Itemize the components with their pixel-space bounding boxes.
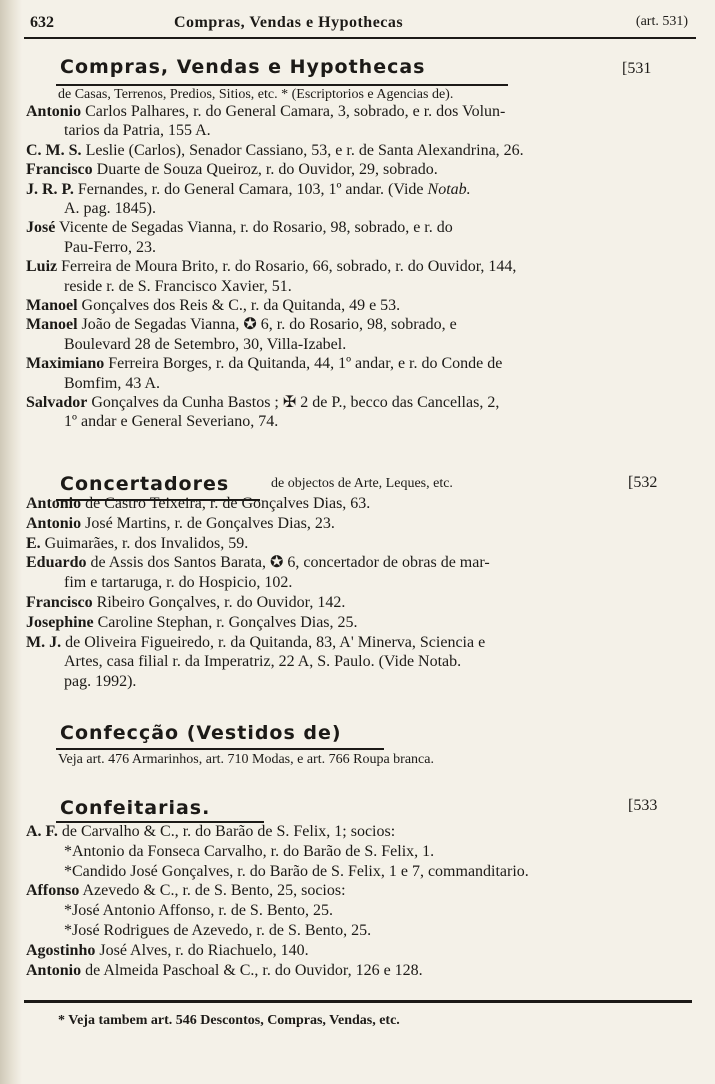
entry-line — [64, 335, 346, 355]
entry-line — [26, 315, 457, 335]
entry-line — [26, 553, 490, 573]
entry-text: de Assis dos Santos Barata, ✪ 6, concertador de obras de mar- — [86, 554, 490, 572]
running-title: Compras, Vendas e Hypothecas — [174, 14, 404, 31]
entry-text: Azevedo & C., r. de S. Bento, 25, socios: — [79, 882, 346, 900]
entry-name: Josephine — [26, 613, 94, 631]
entry-text: Gonçalves da Cunha Bastos ; ✠ 2 de P., becco das Cancellas, 2, — [87, 394, 500, 411]
section-heading-confeccao: Confecção (Vestidos de) — [60, 722, 342, 744]
entry-text: José Alves, r. do Riachuelo, 140. — [95, 941, 309, 959]
entry-text: Artes, casa filial r. da Imperatriz, 22 A, S. Paulo. (Vide Notab. — [64, 653, 462, 671]
entry-name: Salvador — [26, 394, 88, 411]
entry-name: A. F. — [26, 823, 58, 840]
entry-line — [64, 199, 156, 219]
see-also-note: Veja art. 476 Armarinhos, art. 710 Modas, e art. 766 Roupa branca. — [58, 752, 434, 767]
entry-text: 1º andar e General Severiano, 74. — [64, 413, 279, 431]
entry-text: fim e tartaruga, r. do Hospicio, 102. — [64, 574, 293, 592]
entry-line — [26, 180, 471, 200]
entry-text: de Almeida Paschoal & C., r. do Ouvidor, 126 e 128. — [81, 961, 423, 979]
entry-name: Agostinho — [26, 941, 96, 959]
entry-line — [26, 633, 485, 653]
entry-text: *Candido José Gonçalves, r. do Barão de S. Felix, 1 e 7, commanditario. — [64, 862, 529, 880]
entry-text: Bomfim, 43 A. — [64, 374, 161, 392]
entry-text: Fernandes, r. do General Camara, 103, 1º andar. (Vide — [73, 180, 428, 198]
entry-text: Vicente de Segadas Vianna, r. do Rosario, 98, sobrado, e r. do — [55, 219, 453, 237]
entry-text: Carlos Palhares, r. do General Camara, 3, sobrado, e r. dos Volun- — [81, 103, 506, 120]
entry-text: Leslie (Carlos), Senador Cassiano, 53, e r. de Santa Alexandrina, 26. — [81, 141, 524, 159]
section-heading-compras: Compras, Vendas e Hypothecas — [60, 56, 426, 78]
entry-line — [26, 160, 438, 180]
entry-name: Manoel — [26, 316, 78, 334]
entry-line — [26, 354, 502, 374]
entry-line — [26, 593, 345, 613]
entry-text: Gonçalves dos Reis & C., r. da Quitanda, 49 e 53. — [77, 297, 401, 314]
entry-line — [26, 534, 248, 554]
entry-text: *Antonio da Fonseca Carvalho, r. do Barão de S. Felix, 1. — [64, 842, 435, 860]
entry-name: C. M. S. — [26, 141, 82, 159]
entry-line — [26, 514, 335, 534]
entry-text: Ferreira Borges, r. da Quitanda, 44, 1º andar, e r. do Conde de — [104, 355, 503, 373]
entry-line — [26, 257, 516, 277]
entry-line — [26, 881, 346, 901]
entry-line — [64, 573, 292, 593]
entry-text: reside r. de S. Francisco Xavier, 51. — [64, 277, 292, 295]
entry-text: José Martins, r. de Gonçalves Dias, 23. — [81, 514, 335, 532]
entry-line — [26, 613, 358, 633]
entry-line — [64, 842, 434, 862]
running-head — [24, 10, 696, 36]
entry-name: J. R. P. — [26, 180, 74, 198]
entry-text: de Castro Teixeira, r. de Gonçalves Dias, 63. — [81, 495, 371, 512]
section-heading-concertadores: Concertadores — [60, 473, 230, 495]
entry-line — [64, 901, 333, 921]
entry-name: Antonio — [26, 514, 82, 532]
entry-line — [26, 141, 524, 161]
entry-line — [64, 921, 371, 941]
section-underline — [56, 84, 508, 86]
entry-line — [26, 218, 453, 238]
page-number: 632 — [30, 14, 54, 31]
section-underline — [56, 748, 384, 750]
entry-name: Francisco — [26, 594, 93, 611]
entry-name: Luiz — [26, 258, 58, 276]
entry-line — [26, 822, 395, 842]
entry-text: de Oliveira Figueiredo, r. da Quitanda, 83, A' Minerva, Sciencia e — [61, 633, 486, 651]
section-number: [531 — [622, 60, 652, 77]
entry-line — [64, 412, 278, 432]
page-gutter-shadow — [0, 0, 22, 1084]
section-number: [532 — [628, 474, 658, 491]
article-reference: (art. 531) — [635, 14, 688, 29]
entry-line — [26, 102, 505, 122]
section-description: de Casas, Terrenos, Predios, Sitios, etc. * (Escriptorios e Agencias de). — [58, 87, 454, 102]
entry-name: Manoel — [26, 297, 78, 314]
entry-text: Ribeiro Gonçalves, r. do Ouvidor, 142. — [92, 594, 346, 611]
entry-line — [26, 296, 400, 316]
entry-name: E. — [26, 534, 41, 552]
entry-line — [64, 652, 461, 672]
entry-line — [64, 672, 136, 692]
entry-text: *José Antonio Affonso, r. de S. Bento, 25. — [64, 902, 334, 920]
entry-text: Duarte de Souza Queiroz, r. do Ouvidor, 29, sobrado. — [92, 161, 438, 179]
entry-text: *José Rodrigues de Azevedo, r. de S. Bento, 25. — [64, 922, 372, 939]
entry-text: Boulevard 28 de Setembro, 30, Villa-Izabel. — [64, 335, 347, 353]
entry-name: José — [26, 219, 56, 237]
footer-rule — [24, 1000, 692, 1003]
entry-name: M. J. — [26, 633, 62, 651]
entry-name: Francisco — [26, 161, 93, 179]
entry-name: Affonso — [26, 882, 80, 900]
section-heading-confeitarias: Confeitarias. — [60, 797, 211, 819]
entry-text: pag. 1992). — [64, 673, 137, 691]
entry-line — [64, 277, 292, 297]
entry-line — [64, 862, 529, 882]
entry-name: Antonio — [26, 103, 82, 120]
footnote: * Veja tambem art. 546 Descontos, Compras, Vendas, etc. — [58, 1013, 400, 1028]
entry-text: A. pag. 1845). — [64, 200, 156, 217]
entry-text: tarios da Patria, 155 A. — [64, 122, 211, 140]
entry-line — [26, 941, 309, 961]
entry-name: Antonio — [26, 495, 82, 512]
entry-text: João de Segadas Vianna, ✪ 6, r. do Rosario, 98, sobrado, e — [77, 316, 457, 334]
entry-text: Guimarães, r. dos Invalidos, 59. — [40, 534, 249, 552]
entry-text: Pau-Ferro, 23. — [64, 238, 156, 256]
entry-text: de Carvalho & C., r. do Barão de S. Felix, 1; socios: — [57, 823, 396, 840]
entry-line — [26, 393, 499, 413]
section-number: [533 — [628, 797, 658, 814]
entry-name: Eduardo — [26, 554, 87, 572]
entry-line — [26, 494, 370, 514]
entry-line — [64, 121, 211, 141]
section-description: de objectos de Arte, Leques, etc. — [271, 476, 453, 491]
entry-line — [64, 374, 160, 394]
entry-line — [26, 961, 423, 981]
entry-text: Caroline Stephan, r. Gonçalves Dias, 25. — [93, 613, 358, 631]
header-rule — [24, 37, 696, 39]
entry-text: Ferreira de Moura Brito, r. do Rosario, 66, sobrado, r. do Ouvidor, 144, — [57, 258, 517, 276]
entry-name: Maximiano — [26, 355, 105, 373]
entry-name: Antonio — [26, 961, 82, 979]
notab-reference: Notab. — [427, 180, 471, 198]
entry-line — [64, 238, 156, 258]
